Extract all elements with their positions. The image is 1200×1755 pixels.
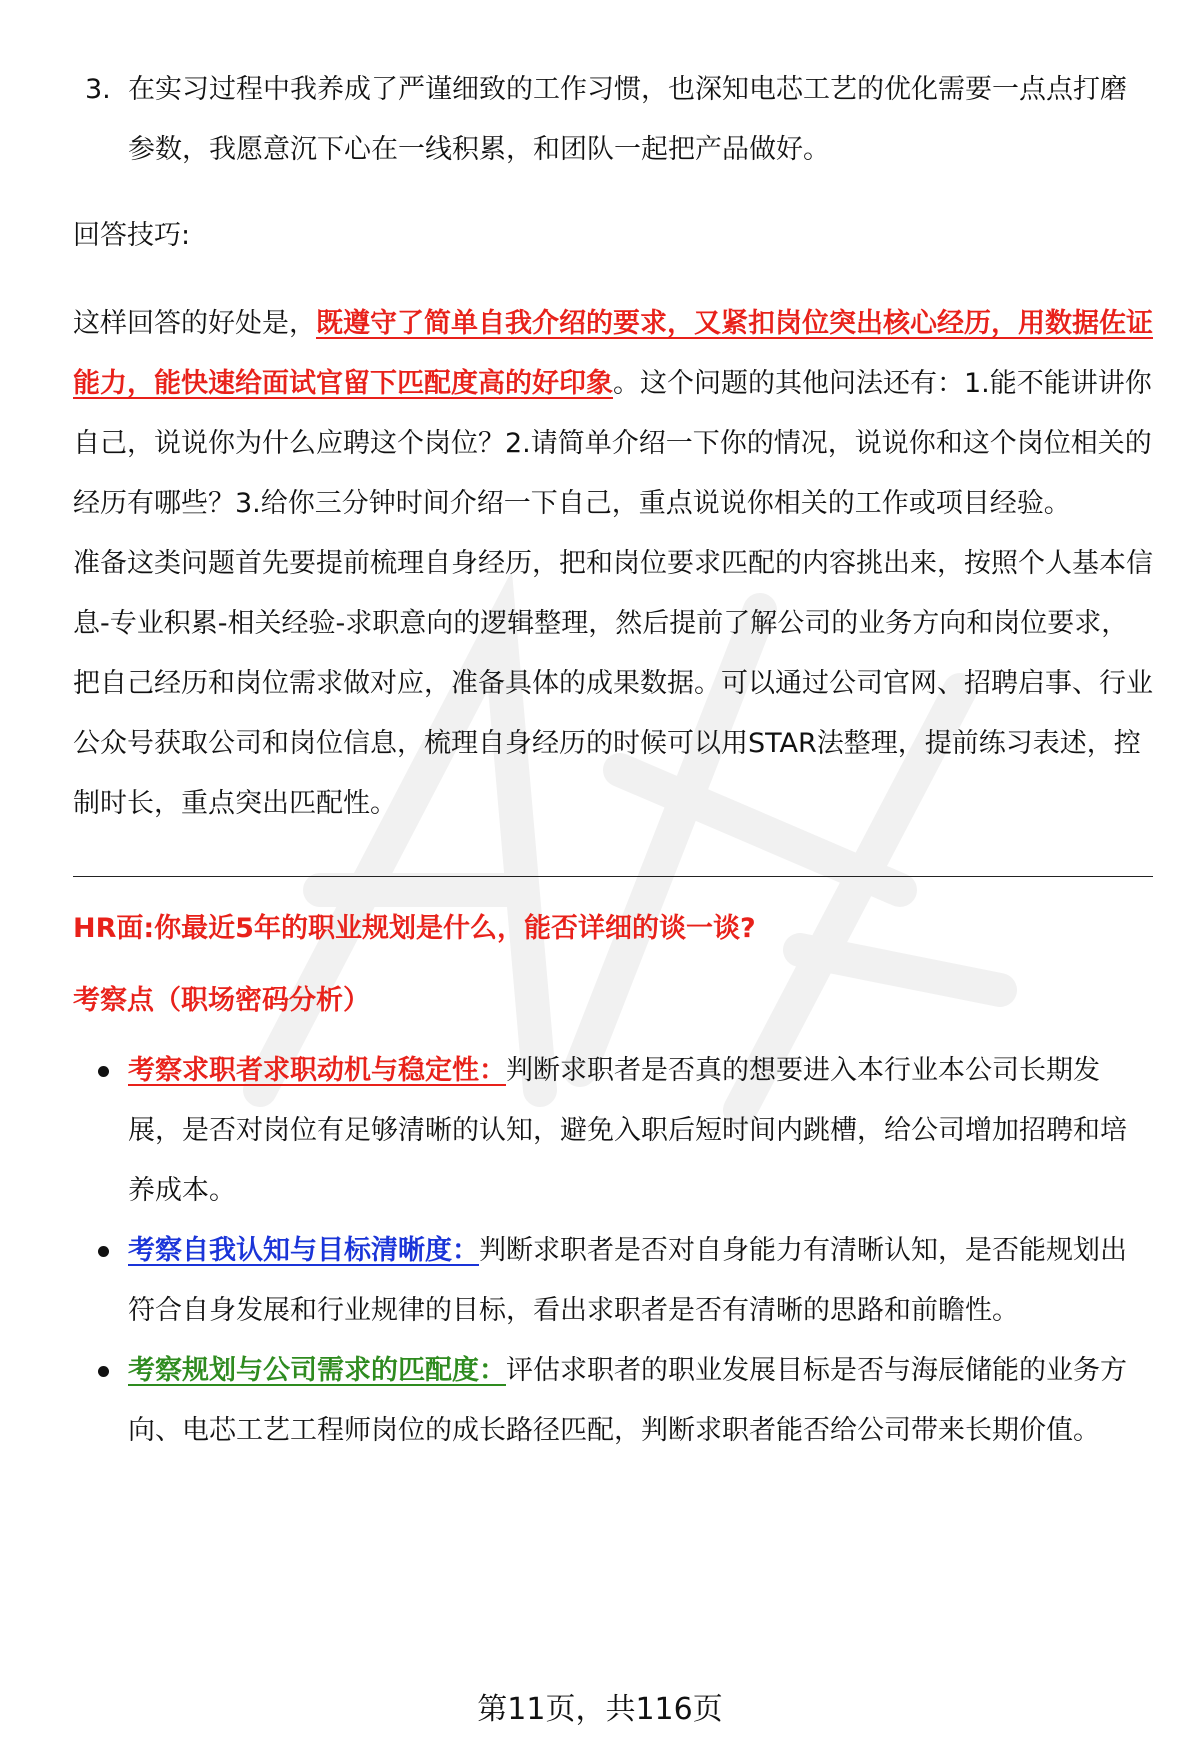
numbered-item-3 (73, 60, 1153, 180)
bullet-dot (98, 1246, 109, 1257)
analysis-points (73, 1041, 1153, 1461)
point-text: 评估求职者的职业发展目标是否与海辰储能的业务方向、电芯工艺工程师岗位的成长路径匹配，判断求职者能否给公司带来长期价值。 (128, 1355, 1127, 1446)
analysis-heading: 考察点（职场密码分析） (73, 985, 370, 1016)
point-lead: 考察求职者求职动机与稳定性： (128, 1055, 506, 1086)
tip-suffix: 。这个问题的其他问法还有：1.能不能讲讲你自己，说说你为什么应聘这个岗位？2.请简单介绍一下你的情况，说说你和这个岗位相关的经历有哪些？3.给你三分钟时间介绍一下自己，重点说说你相关的工作或项目经验。 (73, 368, 1152, 519)
point-lead: 考察自我认知与目标清晰度： (128, 1235, 479, 1266)
item-number: 3. (85, 74, 111, 105)
point-text: 判断求职者是否真的想要进入本行业本公司长期发展，是否对岗位有足够清晰的认知，避免入职后短时间内跳槽，给公司增加招聘和培养成本。 (128, 1055, 1127, 1206)
page-content (73, 60, 1153, 1461)
item-text: 在实习过程中我养成了严谨细致的工作习惯，也深知电芯工艺的优化需要一点点打磨参数，我愿意沉下心在一线积累，和团队一起把产品做好。 (128, 74, 1127, 165)
page-footer: 第11页，共116页 (477, 1692, 723, 1727)
bullet-dot (98, 1066, 109, 1077)
tip-paragraph (73, 294, 1153, 534)
analysis-point (73, 1041, 1153, 1221)
section-divider (73, 876, 1153, 877)
question-heading: HR面:你最近5年的职业规划是什么，能否详细的谈一谈? (73, 913, 756, 944)
analysis-point (73, 1221, 1153, 1341)
point-lead: 考察规划与公司需求的匹配度： (128, 1355, 506, 1386)
tip-prefix: 这样回答的好处是， (73, 308, 316, 339)
point-text: 判断求职者是否对自身能力有清晰认知，是否能规划出符合自身发展和行业规律的目标，看出求职者是否有清晰的思路和前瞻性。 (128, 1235, 1127, 1326)
analysis-point (73, 1341, 1153, 1461)
tip-label: 回答技巧: (73, 220, 191, 251)
prep-paragraph: 准备这类问题首先要提前梳理自身经历，把和岗位要求匹配的内容挑出来，按照个人基本信息-专业积累-相关经验-求职意向的逻辑整理，然后提前了解公司的业务方向和岗位要求，把自己经历和岗位需求做对应，准备具体的成果数据。可以通过公司官网、招聘启事、行业公众号获取公司和岗位信息，梳理自身经历的时候可以用STAR法整理，提前练习表述，控制时长，重点突出匹配性。 (73, 548, 1153, 819)
bullet-dot (98, 1366, 109, 1377)
tip-highlight: 既遵守了简单自我介绍的要求，又紧扣岗位突出核心经历，用数据佐证能力，能快速给面试官留下匹配度高的好印象 (73, 308, 1153, 399)
